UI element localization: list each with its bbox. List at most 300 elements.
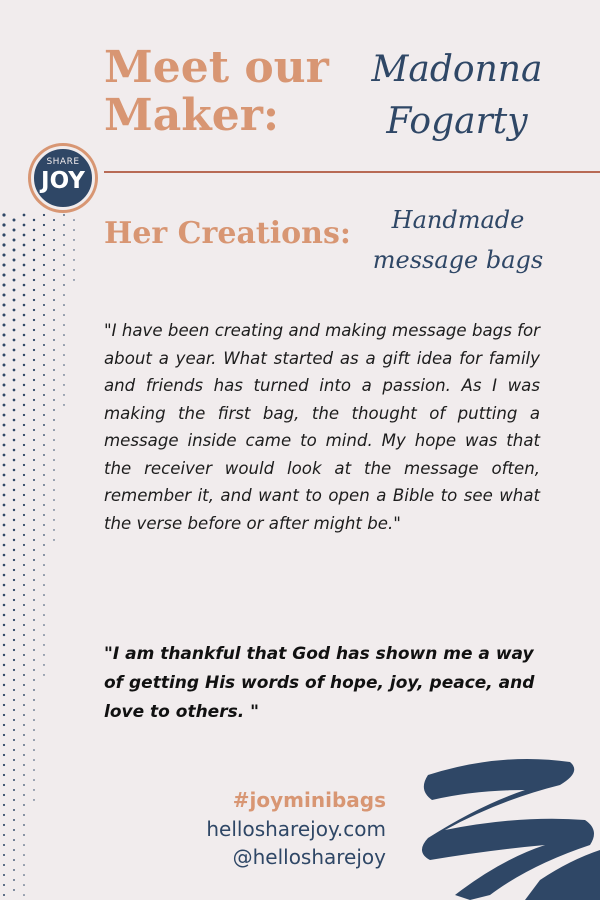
pattern-dot [23, 884, 25, 886]
pattern-dot [53, 319, 55, 321]
pattern-dot [33, 299, 35, 301]
pattern-dot [13, 299, 16, 302]
pattern-dot [23, 274, 26, 277]
pattern-dot [23, 804, 25, 806]
pattern-dot [33, 649, 35, 651]
pattern-dot [33, 569, 35, 571]
pattern-dot [13, 709, 15, 711]
pattern-dot [3, 734, 5, 736]
pattern-dot [3, 834, 5, 836]
pattern-dot [53, 359, 55, 361]
pattern-dot [33, 689, 35, 691]
pattern-dot [43, 514, 45, 516]
pattern-dot [23, 894, 25, 896]
pattern-dot [23, 584, 25, 586]
pattern-dot [33, 319, 35, 321]
pattern-dot [33, 559, 35, 561]
pattern-dot [53, 219, 55, 221]
pattern-dot [2, 293, 5, 296]
pattern-dot [33, 699, 35, 701]
pattern-dot [73, 239, 74, 240]
pattern-dot [33, 399, 35, 401]
pattern-dot [63, 244, 65, 246]
pattern-dot [23, 514, 25, 516]
pattern-dot [43, 474, 45, 476]
pattern-dot [23, 264, 26, 267]
pattern-dot [13, 329, 16, 332]
pattern-dot [13, 799, 15, 801]
pattern-dot [2, 253, 5, 256]
pattern-dot [3, 884, 5, 886]
pattern-dot [23, 484, 25, 486]
pattern-dot [13, 719, 15, 721]
pattern-dot [3, 444, 6, 447]
pattern-dot [33, 519, 35, 521]
pattern-dot [13, 679, 15, 681]
pattern-dot [3, 404, 6, 407]
pattern-dot [13, 889, 15, 891]
pattern-dot [33, 439, 35, 441]
pattern-dot [3, 434, 6, 437]
pattern-dot [13, 559, 15, 561]
pattern-dot [43, 534, 45, 536]
pattern-dot [3, 774, 5, 776]
pattern-dot [33, 489, 35, 491]
pattern-dot [33, 679, 35, 681]
pattern-dot [13, 759, 15, 761]
pattern-dot [33, 229, 35, 231]
pattern-dot [43, 304, 45, 306]
pattern-dot [3, 424, 6, 427]
pattern-dot [13, 289, 16, 292]
pattern-dot [73, 219, 75, 221]
creations-label: Her Creations: [104, 216, 351, 251]
pattern-dot [23, 334, 26, 337]
pattern-dot [43, 354, 45, 356]
pattern-dot [23, 754, 25, 756]
pattern-dot [3, 744, 5, 746]
pattern-dot [33, 499, 35, 501]
pattern-dot [53, 449, 55, 451]
pattern-dot [43, 604, 45, 606]
pattern-dot [23, 714, 25, 716]
pattern-dot [13, 839, 15, 841]
pattern-dot [23, 554, 25, 556]
pattern-dot [43, 414, 45, 416]
pattern-dot [23, 464, 25, 466]
pattern-dot [3, 484, 6, 487]
pattern-dot [43, 404, 45, 406]
pattern-dot [63, 354, 65, 356]
pattern-dot [43, 674, 44, 675]
pattern-dot [3, 454, 6, 457]
pattern-dot [23, 414, 25, 416]
pattern-dot [13, 829, 15, 831]
pattern-dot [23, 254, 26, 257]
pattern-dot [3, 554, 6, 557]
pattern-dot [43, 374, 45, 376]
pattern-dot [13, 319, 16, 322]
pattern-dot [33, 329, 35, 331]
pattern-dot [63, 394, 64, 395]
pattern-dot [3, 864, 5, 866]
pattern-dot [33, 449, 35, 451]
pattern-dot [33, 289, 35, 291]
pattern-dot [23, 474, 25, 476]
pattern-dot [53, 519, 54, 520]
pattern-dot [33, 309, 35, 311]
pattern-dot [63, 234, 65, 236]
pattern-dot [13, 369, 16, 372]
pattern-dot [23, 574, 25, 576]
pattern-dot [63, 254, 65, 256]
pattern-dot [13, 699, 15, 701]
pattern-dot [13, 869, 15, 871]
pattern-dot [3, 534, 6, 537]
page-title: Meet our Maker: [104, 42, 329, 141]
pattern-dot [13, 249, 16, 252]
pattern-dot [3, 594, 6, 597]
pattern-dot [13, 879, 15, 881]
creations-value: Handmade message bags [372, 206, 544, 274]
pattern-dot [13, 409, 16, 412]
pattern-dot [3, 674, 5, 676]
pattern-dot [33, 729, 35, 731]
pattern-dot [63, 334, 65, 336]
pattern-dot [53, 489, 55, 491]
pattern-dot [43, 454, 45, 456]
pattern-dot [33, 529, 35, 531]
pattern-dot [23, 654, 25, 656]
pattern-dot [33, 609, 35, 611]
logo-share-text: SHARE [46, 157, 80, 167]
pattern-dot [63, 224, 65, 226]
pattern-dot [23, 384, 25, 386]
pattern-dot [3, 874, 5, 876]
highlight-quote: "I am thankful that God has shown me a way of getting His words of hope, joy, peace, and love to others. " [104, 644, 535, 722]
pattern-dot [33, 669, 35, 671]
pattern-dot [33, 429, 35, 431]
pattern-dot [53, 499, 55, 501]
pattern-dot [53, 479, 55, 481]
pattern-dot [23, 444, 25, 446]
pattern-dot [53, 339, 55, 341]
pattern-dot [3, 804, 5, 806]
pattern-dot [63, 274, 65, 276]
pattern-dot [43, 264, 45, 266]
pattern-dot [33, 219, 35, 221]
pattern-dot [2, 223, 5, 226]
pattern-dot [43, 444, 45, 446]
pattern-dot [33, 639, 35, 641]
pattern-dot [53, 469, 55, 471]
pattern-dot [13, 479, 16, 482]
divider [104, 171, 600, 173]
pattern-dot [23, 224, 26, 227]
pattern-dot [23, 604, 25, 606]
pattern-dot [13, 809, 15, 811]
pattern-dot [13, 639, 15, 641]
pattern-dot [23, 854, 25, 856]
pattern-dot [43, 584, 45, 586]
pattern-dot [33, 349, 35, 351]
pattern-dot [43, 564, 45, 566]
pattern-dot [13, 339, 16, 342]
pattern-dot [3, 464, 6, 467]
pattern-dot [3, 764, 5, 766]
pattern-dot [3, 414, 6, 417]
pattern-dot [23, 644, 25, 646]
pattern-dot [13, 779, 15, 781]
pattern-dot [23, 504, 25, 506]
pattern-dot [23, 544, 25, 546]
pattern-dot [43, 344, 45, 346]
pattern-dot [3, 644, 5, 646]
pattern-dot [33, 239, 35, 241]
pattern-dot [53, 539, 54, 540]
pattern-dot [3, 324, 6, 327]
pattern-dot [33, 539, 35, 541]
pattern-dot [3, 624, 5, 626]
pattern-dot [33, 799, 34, 800]
pattern-dot [23, 244, 26, 247]
pattern-dot [3, 364, 6, 367]
pattern-dot [3, 844, 5, 846]
pattern-dot [13, 469, 16, 472]
pattern-dot [33, 769, 35, 771]
pattern-dot [33, 629, 35, 631]
pattern-dot [13, 349, 16, 352]
pattern-dot [23, 664, 25, 666]
pattern-dot [33, 359, 35, 361]
pattern-dot [33, 369, 35, 371]
pattern-dot [63, 384, 64, 385]
pattern-dot [3, 544, 6, 547]
pattern-dot [43, 574, 45, 576]
pattern-dot [23, 844, 25, 846]
pattern-dot [23, 404, 25, 406]
pattern-dot [53, 459, 55, 461]
pattern-dot [13, 229, 16, 232]
pattern-dot [3, 374, 6, 377]
pattern-dot [53, 429, 55, 431]
sharejoy-logo [31, 146, 95, 210]
pattern-dot [53, 239, 55, 241]
pattern-dot [33, 549, 35, 551]
pattern-dot [53, 389, 55, 391]
pattern-dot [63, 404, 64, 405]
pattern-dot [63, 374, 64, 375]
pattern-dot [43, 594, 45, 596]
website-link[interactable]: hellosharejoy.com [206, 817, 386, 841]
pattern-dot [13, 359, 16, 362]
pattern-dot [43, 314, 45, 316]
pattern-dot [3, 564, 6, 567]
pattern-dot [3, 824, 5, 826]
pattern-dot [3, 614, 6, 617]
pattern-dot [43, 504, 45, 506]
pattern-dot [33, 589, 35, 591]
pattern-dot [33, 379, 35, 381]
pattern-dot [33, 259, 35, 261]
pattern-dot [23, 624, 25, 626]
pattern-dot [13, 769, 15, 771]
pattern-dot [33, 579, 35, 581]
pattern-dot [13, 569, 15, 571]
pattern-dot [23, 814, 25, 816]
pattern-dot [2, 233, 5, 236]
pattern-dot [23, 214, 26, 217]
pattern-dot [13, 449, 16, 452]
pattern-dot [63, 314, 65, 316]
pattern-dot [23, 774, 25, 776]
pattern-dot [23, 354, 25, 356]
pattern-dot [13, 589, 15, 591]
pattern-dot [23, 684, 25, 686]
pattern-dot [43, 464, 45, 466]
pattern-dot [53, 379, 55, 381]
pattern-dot [13, 659, 15, 661]
pattern-dot [43, 554, 45, 556]
pattern-dot [2, 303, 5, 306]
pattern-dot [33, 619, 35, 621]
pattern-dot [13, 629, 15, 631]
pattern-dot [53, 299, 55, 301]
hashtag: #joyminibags [232, 788, 386, 812]
pattern-dot [53, 229, 55, 231]
pattern-dot [33, 339, 35, 341]
pattern-dot [3, 524, 6, 527]
pattern-dot [43, 524, 45, 526]
pattern-dot [23, 234, 26, 237]
pattern-dot [3, 394, 6, 397]
pattern-dot [23, 794, 25, 796]
pattern-dot [3, 714, 5, 716]
pattern-dot [43, 614, 45, 616]
pattern-dot [43, 634, 45, 636]
pattern-dot [3, 584, 6, 587]
pattern-dot [23, 614, 25, 616]
pattern-dot [33, 749, 35, 751]
pattern-dot [23, 724, 25, 726]
pattern-dot [13, 419, 16, 422]
pattern-dot [3, 784, 5, 786]
pattern-dot [33, 459, 35, 461]
pattern-dot [53, 329, 55, 331]
pattern-dot [13, 579, 15, 581]
pattern-dot [33, 479, 35, 481]
pattern-dot [3, 354, 6, 357]
pattern-dot [33, 759, 35, 761]
pattern-dot [2, 313, 5, 316]
pattern-dot [2, 273, 5, 276]
pattern-dot [13, 379, 16, 382]
pattern-dot [13, 599, 15, 601]
pattern-dot [13, 509, 15, 511]
pattern-dot [3, 684, 5, 686]
pattern-dot [53, 419, 55, 421]
pattern-dot [23, 494, 25, 496]
pattern-dot [63, 344, 65, 346]
pattern-dot [63, 304, 65, 306]
maker-name: Madonna Fogarty [371, 49, 543, 142]
pattern-dot [13, 549, 15, 551]
pattern-dot [43, 364, 45, 366]
pattern-dot [53, 309, 55, 311]
pattern-dot [43, 654, 44, 655]
pattern-dot [13, 439, 16, 442]
social-handle[interactable]: @hellosharejoy [232, 845, 386, 869]
pattern-dot [3, 504, 6, 507]
pattern-dot [43, 224, 45, 226]
pattern-dot [3, 694, 5, 696]
pattern-dot [63, 284, 65, 286]
pattern-dot [33, 719, 35, 721]
pattern-dot [23, 374, 25, 376]
pattern-dot [13, 399, 16, 402]
pattern-dot [3, 654, 5, 656]
pattern-dot [2, 263, 5, 266]
pattern-dot [53, 289, 55, 291]
pattern-dot [13, 789, 15, 791]
pattern-dot [23, 304, 26, 307]
pattern-dot [33, 419, 35, 421]
pattern-dot [13, 619, 15, 621]
pattern-dot [33, 409, 35, 411]
pattern-dot [3, 494, 6, 497]
pattern-dot [53, 409, 55, 411]
pattern-dot [53, 249, 55, 251]
pattern-dot [63, 294, 65, 296]
pattern-dot [3, 794, 5, 796]
pattern-dot [13, 429, 16, 432]
pattern-dot [13, 729, 15, 731]
pattern-dot [73, 279, 74, 280]
pattern-dot [73, 229, 75, 231]
pattern-dot [13, 389, 16, 392]
pattern-dot [43, 424, 45, 426]
pattern-dot [23, 294, 26, 297]
pattern-dot [13, 499, 15, 501]
pattern-dot [23, 834, 25, 836]
pattern-dot [43, 274, 45, 276]
pattern-dot [23, 634, 25, 636]
pattern-dot [13, 259, 16, 262]
pattern-dot [43, 294, 45, 296]
pattern-dot [3, 754, 5, 756]
pattern-dot [13, 459, 16, 462]
pattern-dot [53, 279, 55, 281]
pattern-dot [13, 539, 15, 541]
pattern-dot [63, 264, 65, 266]
pattern-dot [13, 649, 15, 651]
pattern-dot [23, 864, 25, 866]
pattern-dot [63, 324, 65, 326]
pattern-dot [23, 704, 25, 706]
pattern-dot [53, 529, 54, 530]
pattern-dot [53, 259, 55, 261]
pattern-dot [63, 214, 65, 216]
pattern-dot [73, 259, 74, 260]
pattern-dot [3, 664, 5, 666]
pattern-dot [13, 669, 15, 671]
pattern-dot [3, 384, 6, 387]
pattern-dot [23, 344, 26, 347]
pattern-dot [53, 509, 54, 510]
pattern-dot [43, 494, 45, 496]
pattern-dot [33, 599, 35, 601]
pattern-dot [23, 784, 25, 786]
